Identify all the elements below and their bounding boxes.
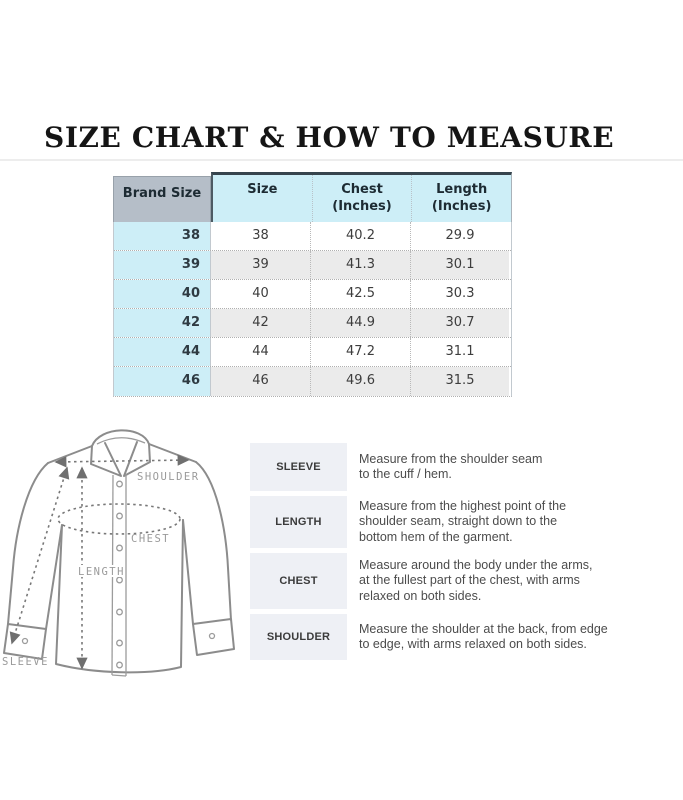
measurement-lines [12,460,188,668]
guide-line: relaxed on both sides. [359,588,482,603]
cell-brand-size: 39 [114,251,211,279]
cell-brand-size: 42 [114,309,211,337]
cell-length: 30.1 [411,251,509,279]
cell-size: 38 [211,222,311,250]
guide-line: to the cuff / hem. [359,467,452,481]
cell-chest: 47.2 [311,338,411,366]
placket-bottom-line [112,675,126,676]
title-divider [0,159,683,161]
table-row [114,367,511,396]
button [117,662,123,668]
cell-chest: 42.5 [311,280,411,308]
button [117,513,123,519]
cuff-button [23,639,28,644]
guide-row-chest [250,553,678,609]
left-cuff [4,624,46,659]
table-row [114,309,511,338]
right-sleeve-inner [183,520,193,624]
page-title: SIZE CHART & HOW TO MEASURE [44,121,615,154]
cell-length: 31.5 [411,367,509,396]
button [117,481,123,487]
table-row [114,280,511,309]
left-shoulder-seam [48,446,92,463]
cell-brand-size: 46 [114,367,211,396]
guide-label: SHOULDER [250,614,347,660]
table-row [114,251,511,280]
button [117,545,123,551]
size-table-header-block [211,172,512,222]
right-shoulder-seam [149,444,196,462]
header-size-label: Size [247,182,278,197]
cell-size: 40 [211,280,311,308]
table-row [114,222,511,251]
guide-description [359,499,566,546]
diagram-chest-label: CHEST [131,533,171,545]
cell-length: 31.1 [445,344,475,359]
cell-length: 30.3 [445,286,475,301]
guide-line: at the fullest part of the chest, with arms [359,573,580,588]
header-brand-size: Brand Size [113,176,211,222]
guide-row-sleeve [250,443,678,491]
size-table-body [113,222,512,397]
cell-chest: 49.6 [311,367,411,396]
collar-left-flap [91,443,121,476]
shoulder-measure-arrow [56,460,188,462]
guide-line: to edge, with arms relaxed on both sides. [359,637,587,651]
guide-line: Measure around the body under the arms, [359,557,593,572]
header-length-label: Length [436,182,488,197]
button [117,577,123,583]
left-sleeve-outer [8,463,48,624]
cell-chest: 44.9 [311,309,411,337]
right-cuff [193,619,234,655]
cell-length: 29.9 [445,228,475,243]
guide-line: Measure from the shoulder seam [359,451,543,466]
header-length-unit: (Inches) [431,199,492,214]
cell-length: 30.7 [411,309,509,337]
guide-line: bottom hem of the garment. [359,529,513,544]
header-length [412,175,511,222]
guide-line: Measure the shoulder at the back, from edge [359,621,608,636]
button [117,640,123,646]
cell-size: 42 [211,309,311,337]
cell-chest: 41.3 [311,251,411,279]
cell-size: 44 [211,338,311,366]
diagram-shoulder-label: SHOULDER [137,471,200,483]
cell-brand-size: 38 [114,222,211,250]
measure-guide-table [250,443,678,665]
cell-brand-size: 40 [114,280,211,308]
size-table [113,172,512,396]
diagram-sleeve-label: SLEEVE [2,656,49,668]
cell-size: 39 [211,251,311,279]
header-size [213,175,313,222]
guide-description [359,558,592,605]
guide-description [359,622,608,653]
guide-row-shoulder [250,614,678,660]
cell-size: 46 [211,367,311,396]
guide-label: CHEST [250,553,347,609]
cell-chest: 40.2 [311,222,411,250]
guide-row-length [250,496,678,548]
diagram-length-label: LENGTH [78,566,125,578]
table-row [114,338,511,367]
guide-label: LENGTH [250,496,347,548]
cell-brand-size: 44 [114,338,211,366]
right-sleeve-outer [196,462,231,620]
guide-description [359,452,542,483]
header-chest-unit: (Inches) [332,199,392,214]
cuff-button [210,634,215,639]
guide-label: SLEEVE [250,443,347,491]
guide-line: Measure from the highest point of the [359,498,567,513]
header-chest [313,175,413,222]
shirt-measurement-diagram [0,418,258,690]
guide-line: shoulder seam, straight down to the [359,514,558,529]
header-chest-label: Chest [341,182,383,197]
button [117,609,123,615]
